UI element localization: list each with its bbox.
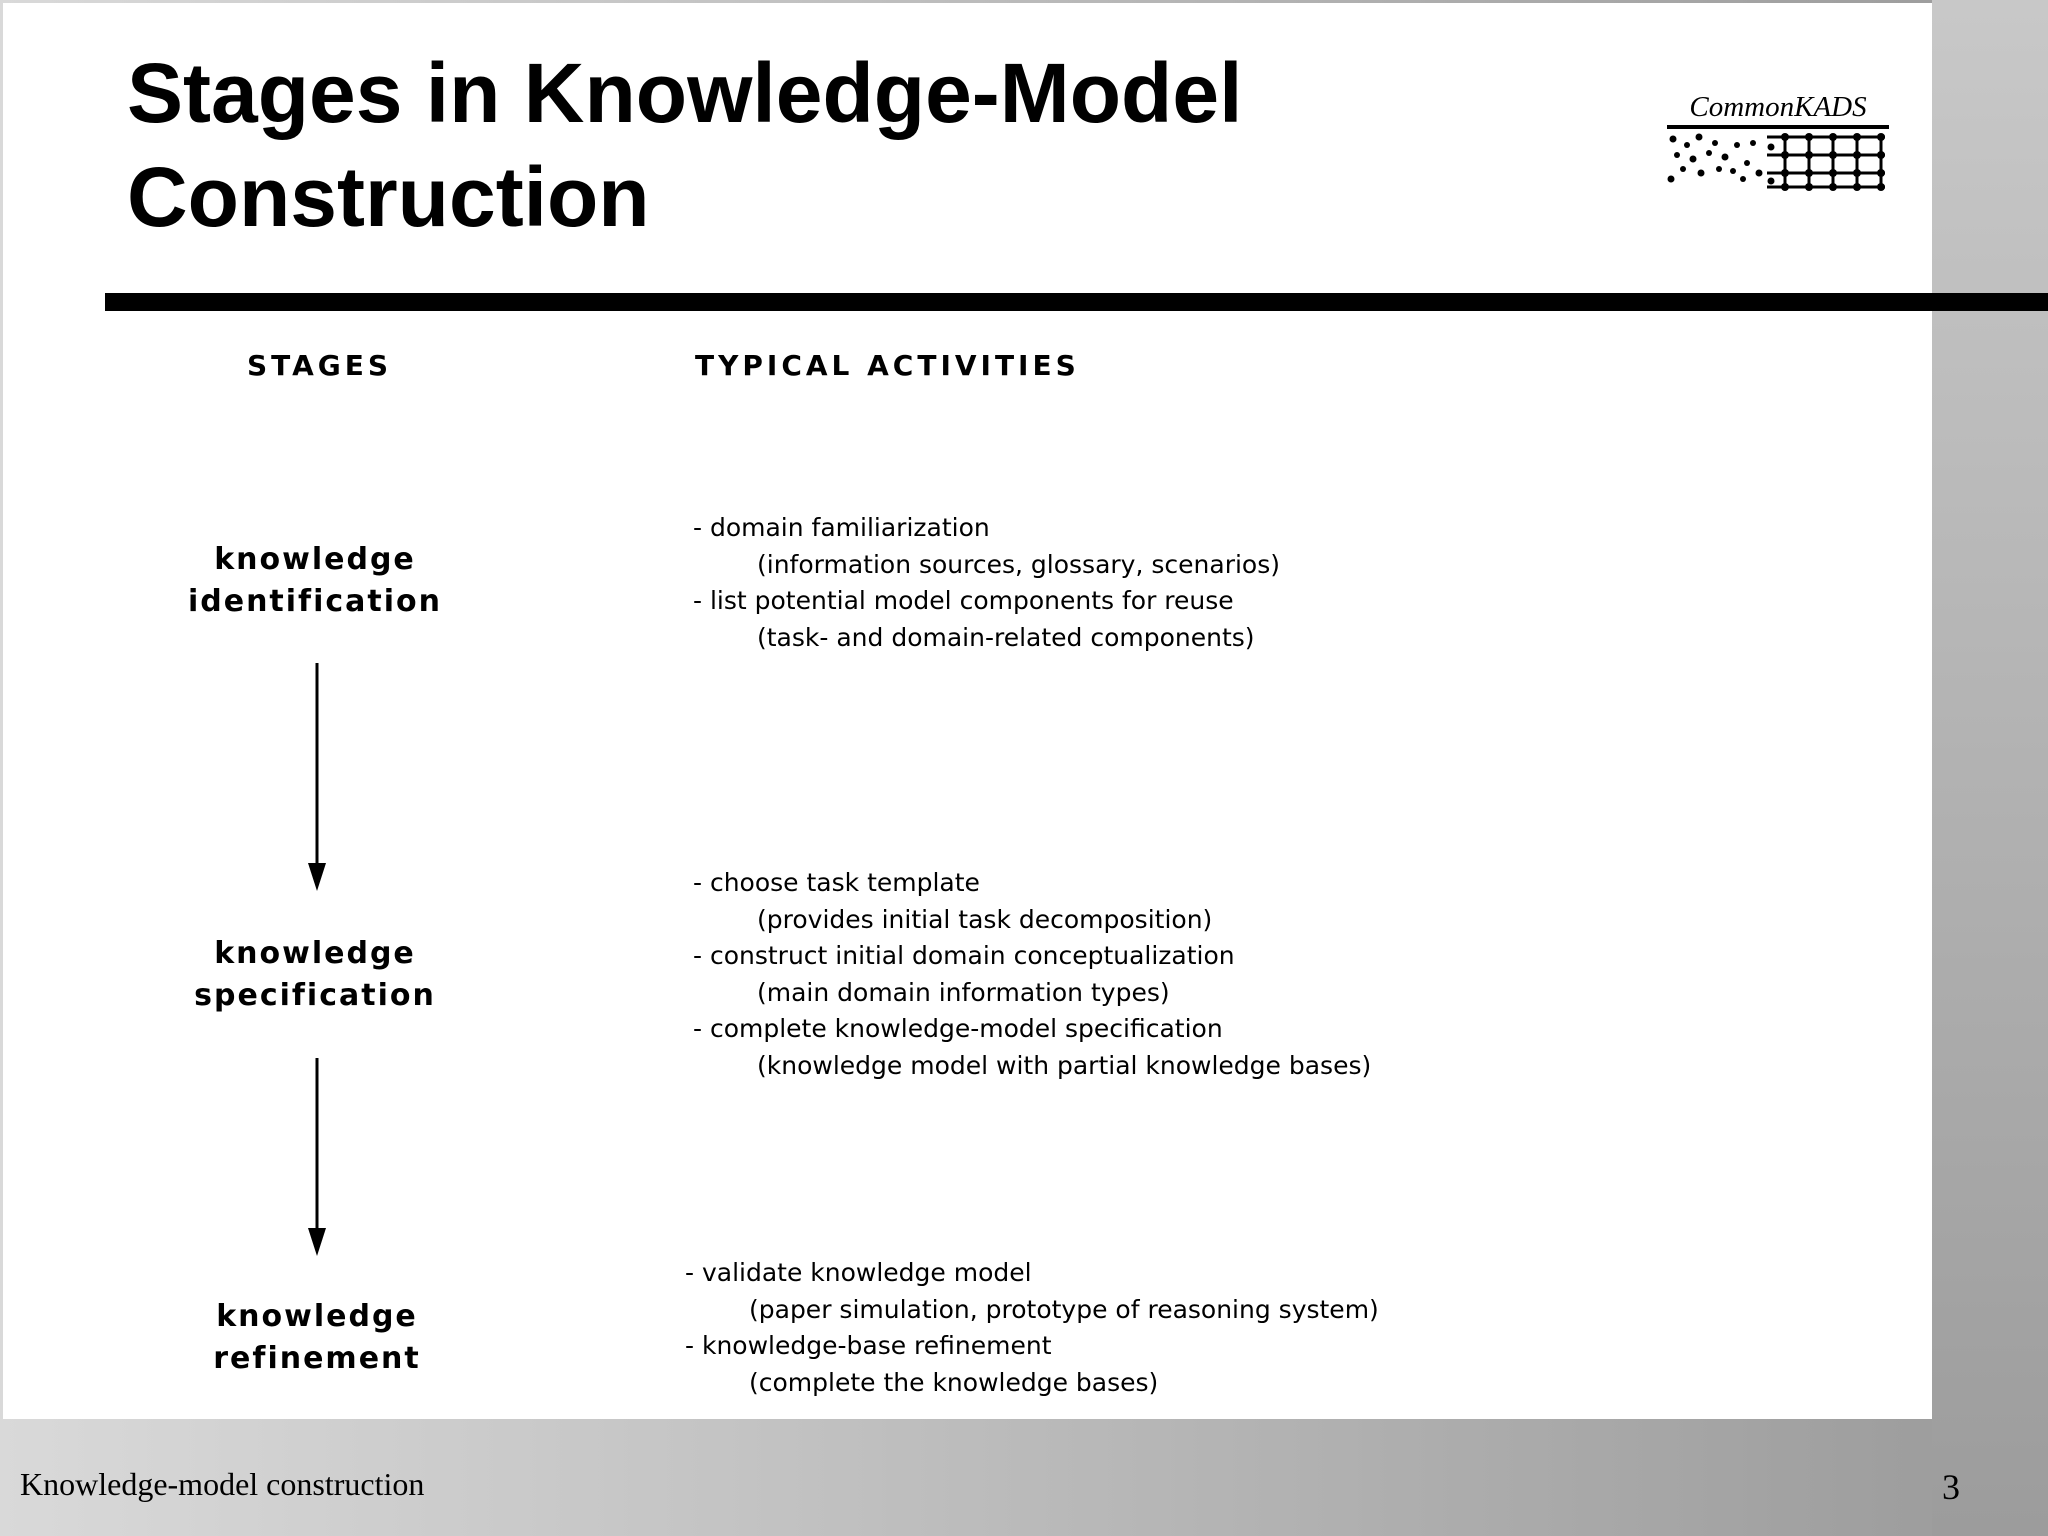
activity-detail: (paper simulation, prototype of reasoning system)	[749, 1294, 1379, 1324]
activity-detail: (knowledge model with partial knowledge bases)	[757, 1050, 1372, 1080]
right-gradient-panel	[1932, 0, 2048, 1536]
stage-knowledge-refinement	[167, 1296, 467, 1380]
stage-label-line1: knowledge	[214, 542, 416, 577]
stage-label-line2: specification	[194, 978, 436, 1013]
arrow-down-icon	[303, 663, 331, 893]
stages-column-header: STAGES	[247, 349, 393, 382]
activity-item: - choose task template	[693, 868, 980, 897]
activity-detail: (main domain information types)	[757, 977, 1170, 1007]
stage-label-line1: knowledge	[216, 1299, 418, 1334]
page-number: 3	[1942, 1467, 1960, 1507]
commonkads-logo	[1667, 91, 1889, 201]
stage-knowledge-specification	[165, 933, 465, 1017]
activities-column-header: TYPICAL ACTIVITIES	[695, 349, 1080, 382]
activities-identification	[693, 510, 1453, 656]
activity-detail: (task- and domain-related components)	[757, 622, 1255, 652]
stage-label-line1: knowledge	[214, 936, 416, 971]
activity-item: - validate knowledge model	[685, 1258, 1032, 1287]
stage-label-line2: refinement	[213, 1341, 421, 1376]
activity-detail: (complete the knowledge bases)	[749, 1367, 1159, 1397]
slide-title-line2: Construction	[127, 150, 650, 244]
activity-item: - list potential model components for reuse	[693, 586, 1234, 616]
slide-title	[127, 41, 1242, 249]
commonkads-network-logo-icon	[1667, 125, 1889, 201]
activity-item: - complete knowledge-model specification	[693, 1014, 1223, 1044]
activity-item: - construct initial domain conceptualization	[693, 941, 1235, 971]
activity-detail: (provides initial task decomposition)	[757, 904, 1213, 934]
footer-section-title: Knowledge-model construction	[20, 1466, 425, 1502]
title-divider	[105, 293, 2048, 311]
slide-canvas	[3, 3, 1932, 1419]
stage-knowledge-identification	[165, 539, 465, 623]
activity-item: - domain familiarization	[693, 513, 990, 542]
slide-title-line1: Stages in Knowledge-Model	[127, 46, 1243, 140]
logo-text: CommonKADS	[1689, 91, 1867, 123]
activity-item: - knowledge-base refinement	[685, 1331, 1052, 1361]
stage-label-line2: identification	[187, 584, 443, 619]
arrow-down-icon	[303, 1058, 331, 1258]
activities-refinement	[685, 1255, 1445, 1401]
activities-specification	[693, 865, 1453, 1085]
activity-detail: (information sources, glossary, scenarios)	[757, 549, 1280, 579]
